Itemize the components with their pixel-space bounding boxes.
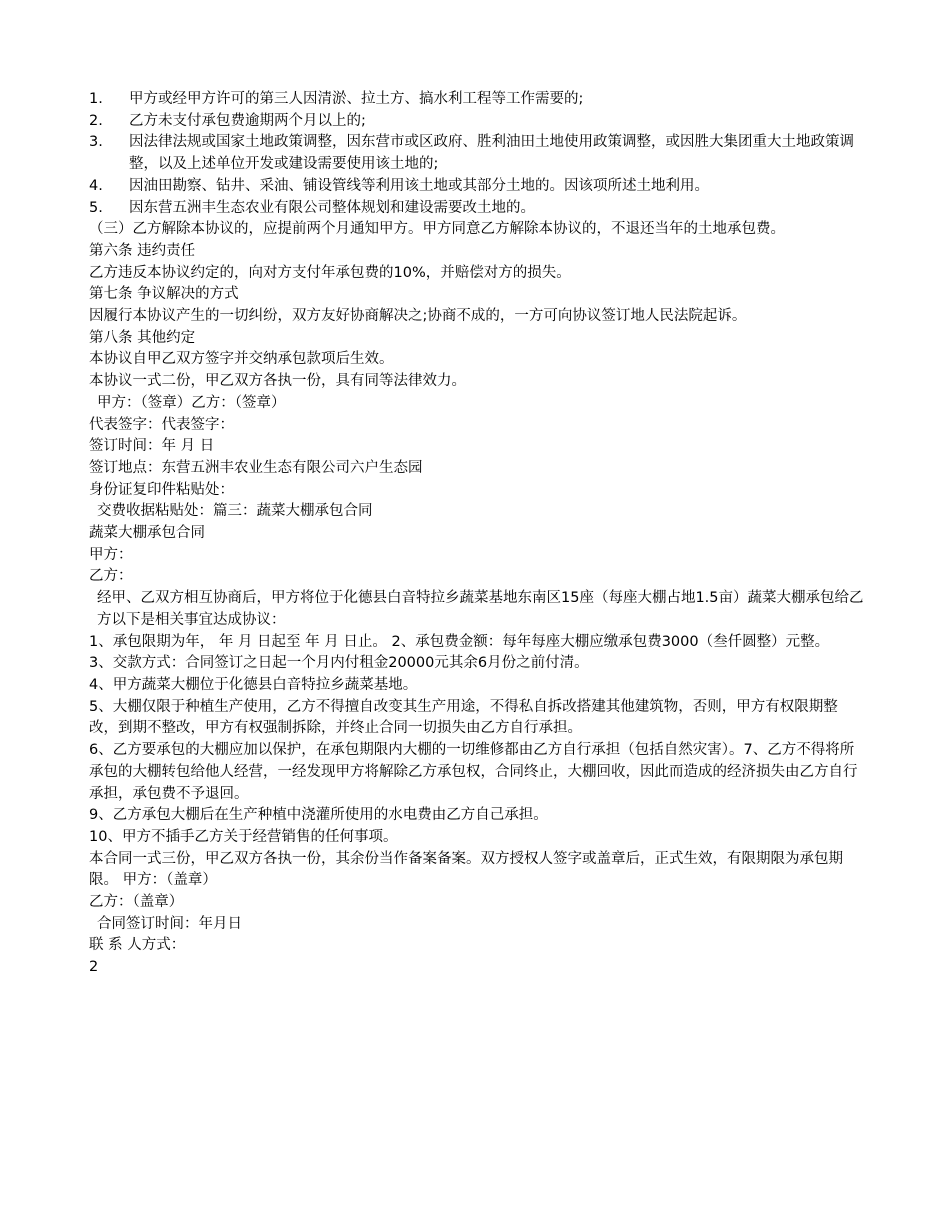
- signing-place-line: 签订地点：东营五洲丰农业生态有限公司六户生态园: [89, 459, 423, 476]
- item-number: 2.: [89, 112, 103, 129]
- id-copy-line: 身份证复印件粘贴处：: [89, 481, 234, 498]
- item-number: 1.: [89, 91, 103, 107]
- numbered-item-1: [89, 89, 864, 111]
- item-text: 乙方未支付承包费逾期两个月以上的;: [129, 112, 366, 129]
- item-number: 5.: [89, 199, 103, 216]
- article-7-heading: 第七条 争议解决的方式: [89, 286, 239, 303]
- termination-clause: （三）乙方解除本协议的，应提前两个月通知甲方。甲方同意乙方解除本协议的，不退还当年的土地承包费。: [89, 221, 785, 238]
- receipt-line: 交费收据粘贴处：篇三：蔬菜大棚承包合同: [97, 503, 373, 520]
- breach-clause: 乙方违反本协议约定的，向对方支付年承包费的10%，并赔偿对方的损失。: [89, 264, 571, 281]
- article-6-heading: 第六条 违约责任: [89, 242, 196, 259]
- numbered-item-3: [89, 132, 864, 175]
- terms-4: 4、甲方蔬菜大棚位于化德县白音特拉乡蔬菜基地。: [89, 676, 418, 693]
- numbered-item-2: [89, 111, 864, 133]
- contract-date-line: 合同签订时间：年月日: [97, 915, 242, 932]
- preamble-paragraph: 经甲、乙双方相互协商后，甲方将位于化德县白音特拉乡蔬菜基地东南区15座（每座大棚占地1.5亩）蔬菜大棚承包给乙方以下是相关事宜达成协议：: [97, 590, 864, 628]
- terms-5: 5、大棚仅限于种植生产使用，乙方不得擅自改变其生产用途，不得私自拆改搭建其他建筑物，否则，甲方有权限期整改，到期不整改，甲方有权强制拆除，并终止合同一切损失由乙方自行承担。: [89, 698, 838, 737]
- document-body: [89, 89, 864, 979]
- item-text: 因油田勘察、钻井、采油、铺设管线等利用该土地或其部分土地的。因该项所述土地利用。: [129, 177, 709, 194]
- item-text: 因东营五洲丰生态农业有限公司整体规划和建设需要改土地的。: [129, 199, 535, 216]
- item-text: 因法律法规或国家土地政策调整，因东营市或区政府、胜利油田土地使用政策调整，或因胜大集团重大土地政策调整，以及上述单位开发或建设需要使用该土地的;: [129, 134, 854, 173]
- party-a-line: 甲方：: [89, 546, 133, 563]
- contract-title: 蔬菜大棚承包合同: [89, 525, 205, 542]
- terms-9: 9、乙方承包大棚后在生产种植中浇灌所使用的水电费由乙方自己承担。: [89, 807, 548, 824]
- terms-6-7: 6、乙方要承包的大棚应加以保护，在承包期限内大棚的一切维修都由乙方自行承担（包括自然灾害）。7、乙方不得将所承包的大棚转包给他人经营，一经发现甲方将解除乙方承包权，合同终止，大棚回收，因此而造成的经济损失由乙方自行承担，承包费不予退回。: [89, 742, 858, 802]
- item-text: 甲方或经甲方许可的第三人因清淤、拉土方、搞水利工程等工作需要的;: [129, 91, 584, 107]
- contact-line: 联 系 人方式：: [89, 937, 186, 954]
- terms-1-2: 1、承包限期为年， 年 月 日起至 年 月 日止。 2、承包费金额：每年每座大棚应缴承包费3000（叁仟圆整）元整。: [89, 633, 830, 650]
- copies-clause-2: 本合同一式三份，甲乙双方各执一份，其余份当作备案备案。双方授权人签字或盖章后，正式生效，有限期限为承包期限。 甲方：（盖章）: [89, 850, 843, 889]
- terms-3: 3、交款方式：合同签订之日起一个月内付租金20000元其余6月份之前付清。: [89, 655, 589, 672]
- dispute-clause: 因履行本协议产生的一切纠纷，双方友好协商解决之;协商不成的，一方可向协议签订地人民法院起诉。: [89, 308, 747, 325]
- page-number: 2: [89, 959, 99, 976]
- signature-line: 甲方：（签章）乙方：（签章）: [97, 394, 286, 411]
- item-number: 4.: [89, 177, 103, 194]
- numbered-item-4: [89, 176, 864, 198]
- item-number: 3.: [89, 134, 103, 151]
- numbered-item-5: [89, 198, 864, 220]
- party-b-seal-line: 乙方：（盖章）: [89, 894, 184, 911]
- terms-10: 10、甲方不插手乙方关于经营销售的任何事项。: [89, 828, 398, 845]
- representative-line: 代表签字：代表签字：: [89, 416, 234, 433]
- copies-clause: 本协议一式二份，甲乙双方各执一份，具有同等法律效力。: [89, 373, 466, 390]
- effective-clause: 本协议自甲乙双方签字并交纳承包款项后生效。: [89, 351, 394, 368]
- article-8-heading: 第八条 其他约定: [89, 329, 196, 346]
- signing-date-line: 签订时间：年 月 日: [89, 438, 215, 455]
- party-b-line: 乙方：: [89, 568, 133, 585]
